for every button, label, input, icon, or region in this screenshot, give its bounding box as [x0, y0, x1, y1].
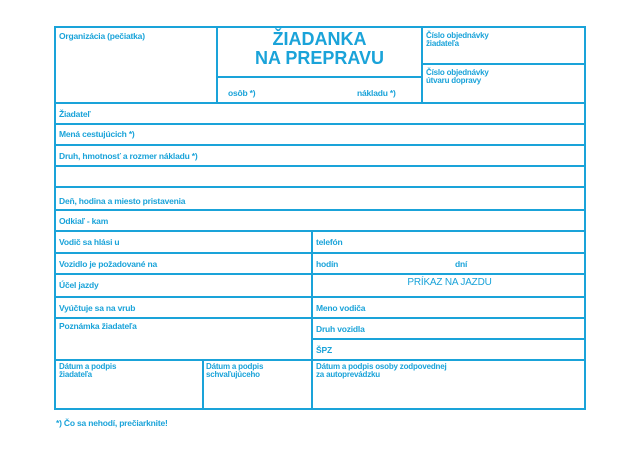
middle-divider [311, 230, 313, 410]
cargo-type-label: Druh, hmotnosť a rozmer nákladu *) [59, 151, 198, 161]
phone-label: telefón [316, 237, 343, 247]
right-row-line-1 [311, 296, 586, 298]
form-title-line2: NA PREPRAVU [254, 48, 384, 68]
persons-label: osôb *) [228, 88, 256, 98]
signature-divider [202, 359, 204, 410]
driver-name-label: Meno vodiča [316, 303, 366, 313]
trip-purpose-label: Účel jazdy [59, 280, 99, 290]
row-line-4 [54, 165, 586, 167]
order-no-transport-label-2: útvaru dopravy [426, 76, 481, 85]
signature-approver-label-2: schvaľujúceho [206, 370, 260, 379]
requester-label: Žiadateľ [59, 109, 91, 119]
row-line-1 [54, 102, 586, 104]
row-line-7 [54, 230, 586, 232]
row-line-3 [54, 144, 586, 146]
order-no-requester-label-1: Číslo objednávky [426, 31, 489, 40]
trip-order-heading: PRÍKAZ NA JAZDU [407, 277, 492, 288]
order-no-transport-label-1: Číslo objednávky [426, 68, 489, 77]
vehicle-type-label: Druh vozidla [316, 324, 365, 334]
driver-report-label: Vodič sa hlási u [59, 237, 120, 247]
left-row-line-2 [54, 317, 312, 319]
header-order-divider [421, 63, 586, 65]
right-row-line-2 [311, 317, 586, 319]
row-line-8 [54, 252, 586, 254]
row-line-5 [54, 186, 586, 188]
signature-approver-label-1: Dátum a podpis [206, 362, 264, 371]
signature-row-line [54, 359, 586, 361]
spz-label: ŠPZ [316, 345, 332, 355]
requester-note-label: Poznámka žiadateľa [59, 321, 137, 331]
header-title-underline [216, 76, 423, 78]
signature-responsible-label-2: za autoprevádzku [316, 370, 380, 379]
days-label: dní [455, 259, 468, 269]
right-row-line-3 [311, 338, 586, 340]
signature-requester-label-1: Dátum a podpis [59, 362, 117, 371]
from-to-label: Odkiaľ - kam [59, 216, 109, 226]
row-line-6 [54, 209, 586, 211]
date-time-place-label: Deň, hodina a miesto pristavenia [59, 196, 186, 206]
form-title-line1: ŽIADANKA [272, 29, 367, 49]
footnote: *) Čo sa nehodí, prečiarknite! [56, 418, 168, 428]
vehicle-required-label: Vozidlo je požadované na [59, 259, 158, 269]
cargo-label: nákladu *) [357, 88, 396, 98]
signature-requester-label-2: žiadateľa [59, 370, 92, 379]
left-row-line-1 [54, 296, 312, 298]
passengers-names-label: Mená cestujúcich *) [59, 129, 135, 139]
row-line-2 [54, 123, 586, 125]
order-no-requester-label-2: žiadateľa [426, 39, 459, 48]
signature-responsible-label-1: Dátum a podpis osoby zodpovednej [316, 362, 447, 371]
organization-label: Organizácia (pečiatka) [59, 31, 145, 41]
row-line-9 [54, 273, 586, 275]
billed-to-label: Vyúčtuje sa na vrub [59, 303, 136, 313]
hours-label: hodín [316, 259, 339, 269]
